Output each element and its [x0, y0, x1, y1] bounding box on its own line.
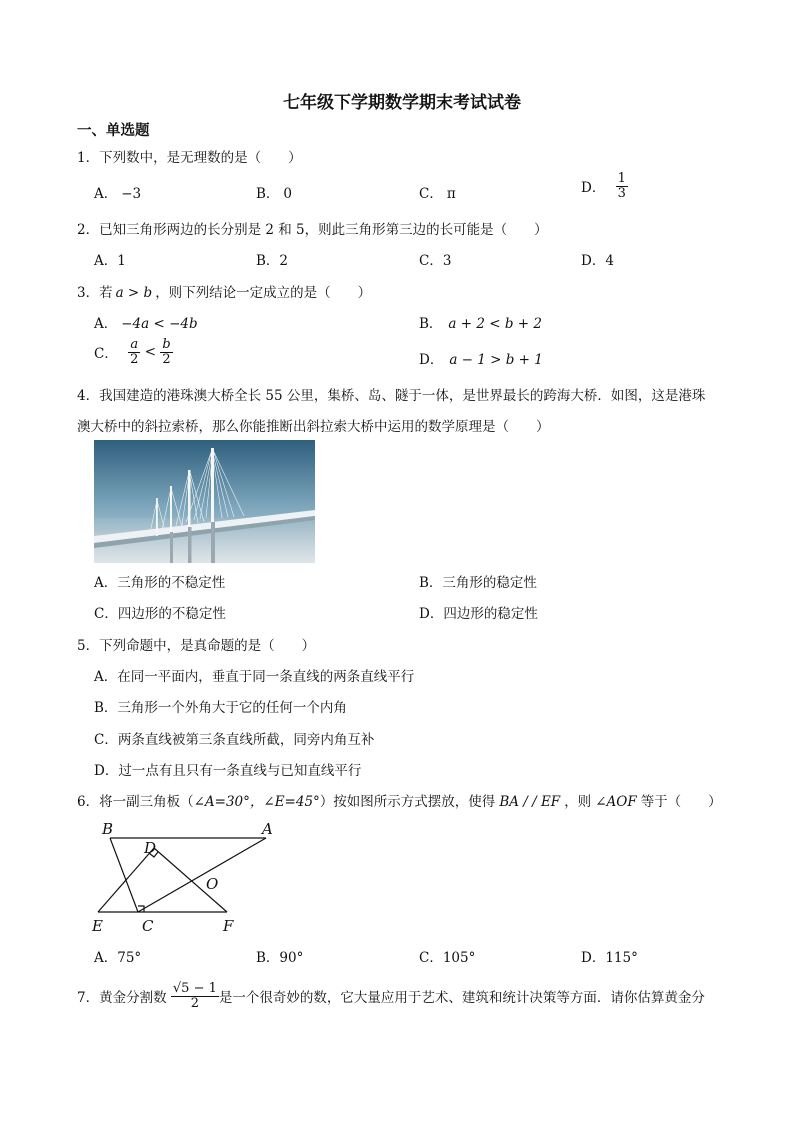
q2-option-a: A．1 [94, 253, 126, 269]
label-O: O [206, 875, 219, 893]
question-4-line2: 澳大桥中的斜拉索桥，那么你能推断出斜拉索大桥中运用的数学原理是（ ） [77, 419, 550, 435]
question-4-line1: 4．我国建造的港珠澳大桥全长 55 公里，集桥、岛、隧于一体，是世界最长的跨海大桥．如图，这是港珠 [77, 388, 706, 404]
question-6: 6．将一副三角板（∠A=30°，∠E=45°）按如图所示方式摆放，使得 BA / / EF ，则 ∠AOF 等于（ ） [77, 794, 722, 810]
q3-option-d: D． a − 1 > b + 1 [419, 352, 543, 368]
bridge-photo [94, 440, 315, 563]
q4-option-a: A．三角形的不稳定性 [94, 575, 226, 591]
fraction: $\frac{b}{2}$ [162, 337, 171, 367]
label-C: C [142, 917, 154, 935]
q5-option-a: A．在同一平面内，垂直于同一条直线的两条直线平行 [94, 669, 415, 685]
label-F: F [223, 917, 234, 935]
q1-option-d: D． $\frac{1}{3}$ [581, 171, 626, 201]
question-7: 7．黄金分割数 $\frac{√5 - 1}{2}$ 是一个很奇妙的数，它大量应用于艺术、建筑和统计决策等方面．请你估算黄金分 [77, 981, 705, 1011]
q4-option-d: D．四边形的稳定性 [419, 606, 538, 622]
page-title: 七年级下学期数学期末考试试卷 [283, 93, 521, 113]
fraction: $\frac{1}{3}$ [617, 171, 626, 201]
q1-option-c: C． π [419, 186, 456, 202]
q3-option-b: B． a + 2 < b + 2 [419, 316, 542, 332]
question-1 [77, 146, 302, 166]
fraction: $\frac{√5 - 1}{2}$ [172, 981, 217, 1011]
q4-option-c: C．四边形的不稳定性 [94, 606, 226, 622]
q5-option-c: C．两条直线被第三条直线所截，同旁内角互补 [94, 732, 375, 748]
question-2: 2．已知三角形两边的长分别是 2 和 5，则此三角形第三边的长可能是（ ） [77, 222, 548, 238]
q6-option-d: D．115° [581, 950, 638, 966]
label-B: B [102, 820, 114, 838]
q6-option-c: C．105° [419, 950, 476, 966]
label-A: A [262, 820, 273, 838]
q6-option-b: B．90° [256, 950, 304, 966]
triangle-figure [88, 818, 288, 940]
question-3: 3．若 a > b ，则下列结论一定成立的是（ ） [77, 285, 372, 301]
q3-option-c: C． $\frac{a}{2}$ < $\frac{b}{2}$ [94, 337, 171, 367]
q2-option-c: C．3 [419, 253, 452, 269]
section-heading: 一、单选题 [77, 122, 150, 139]
q2-option-d: D．4 [581, 253, 614, 269]
q6-option-a: A．75° [94, 950, 142, 966]
label-E: E [92, 917, 103, 935]
question-stem: 下列数中，是无理数的是（ ） [99, 150, 302, 166]
q3-option-a: A． −4a < −4b [94, 316, 198, 332]
q1-option-b: B． 0 [256, 186, 293, 202]
q1-option-a: A． −3 [94, 186, 142, 202]
q2-option-b: B．2 [256, 253, 289, 269]
label-D: D [144, 839, 157, 857]
question-stem: 已知三角形两边的长分别是 2 和 5，则此三角形第三边的长可能是（ ） [99, 222, 548, 238]
q5-option-b: B．三角形一个外角大于它的任何一个内角 [94, 700, 347, 716]
q4-option-b: B．三角形的稳定性 [419, 575, 537, 591]
q5-option-d: D．过一点有且只有一条直线与已知直线平行 [94, 763, 362, 779]
question-number: 1． [77, 150, 100, 166]
fraction: $\frac{a}{2}$ [130, 337, 139, 367]
question-5: 5．下列命题中，是真命题的是（ ） [77, 638, 316, 654]
